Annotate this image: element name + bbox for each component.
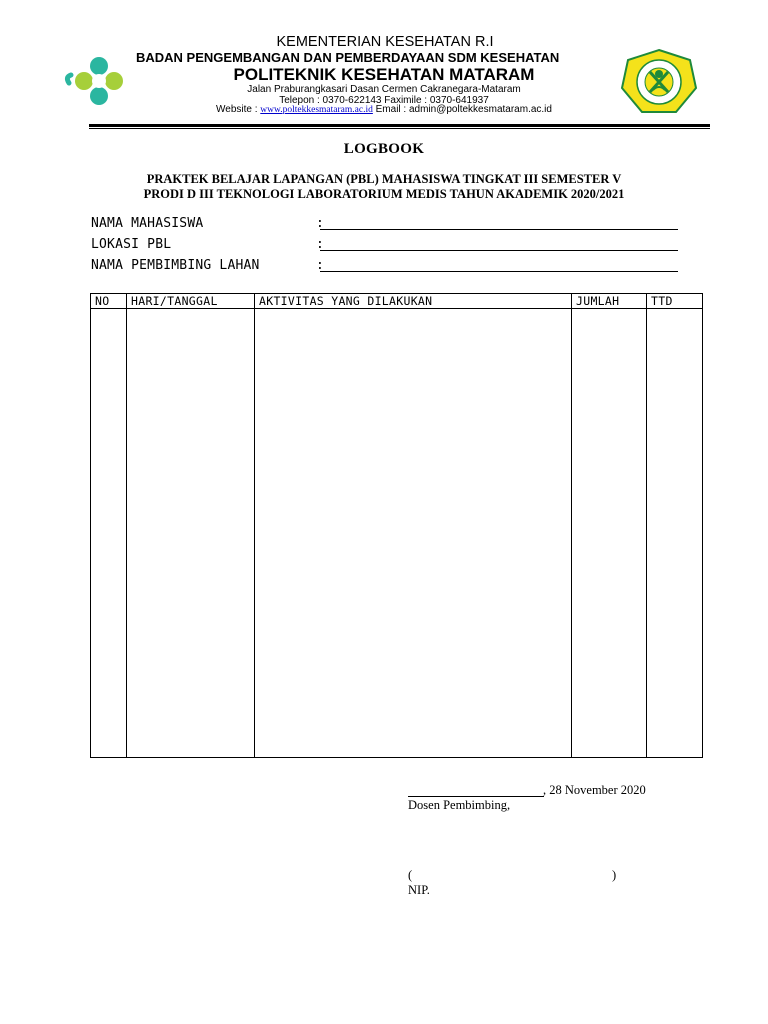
cell-activity[interactable] xyxy=(255,309,572,758)
website-label: Website : xyxy=(216,104,258,115)
column-header-signature: TTD xyxy=(647,294,703,309)
address-line: Jalan Praburangkasari Dasan Cermen Cakranegara-Mataram xyxy=(247,84,521,95)
header-rule-thick xyxy=(89,124,710,127)
cell-amount[interactable] xyxy=(572,309,647,758)
cell-signature[interactable] xyxy=(647,309,703,758)
table-header-row xyxy=(91,294,703,309)
field-label-field-supervisor: NAMA PEMBIMBING LAHAN xyxy=(91,258,260,273)
field-colon: : xyxy=(316,216,324,231)
column-header-amount: JUMLAH xyxy=(572,294,647,309)
signature-close-paren: ) xyxy=(612,868,617,882)
field-label-student-name: NAMA MAHASISWA xyxy=(91,216,204,231)
agency-name: BADAN PENGEMBANGAN DAN PEMBERDAYAAN SDM KESEHATAN xyxy=(136,50,560,65)
column-header-no: NO xyxy=(91,294,127,309)
place-blank[interactable] xyxy=(408,796,544,797)
field-colon: : xyxy=(316,258,324,273)
column-header-date: HARI/TANGGAL xyxy=(127,294,255,309)
phone-line: Telepon : 0370-622143 Faximile : 0370-641937 xyxy=(279,95,489,106)
header-rule-thin xyxy=(89,128,710,129)
ministry-name: KEMENTERIAN KESEHATAN R.I xyxy=(276,34,494,50)
cell-date[interactable] xyxy=(127,309,255,758)
student-name-blank[interactable] xyxy=(320,229,678,230)
school-name: POLITEKNIK KESEHATAN MATARAM xyxy=(233,65,535,84)
contact-line xyxy=(0,104,768,115)
signature-open-paren: ( xyxy=(408,868,413,882)
signature-nip: NIP. xyxy=(408,883,430,897)
email-text: Email : admin@poltekkesmataram.ac.id xyxy=(375,104,552,115)
subtitle-line-2: PRODI D III TEKNOLOGI LABORATORIUM MEDIS TAHUN AKADEMIK 2020/2021 xyxy=(143,187,625,201)
table-row xyxy=(91,309,703,758)
pbl-location-blank[interactable] xyxy=(320,250,678,251)
cell-no[interactable] xyxy=(91,309,127,758)
signature-role: Dosen Pembimbing, xyxy=(408,798,511,812)
logbook-table xyxy=(90,293,703,758)
field-label-pbl-location: LOKASI PBL xyxy=(91,237,172,252)
subtitle-line-1: PRAKTEK BELAJAR LAPANGAN (PBL) MAHASISWA TINGKAT III SEMESTER V xyxy=(146,172,622,186)
column-header-activity: AKTIVITAS YANG DILAKUKAN xyxy=(255,294,572,309)
field-supervisor-blank[interactable] xyxy=(320,271,678,272)
signature-date: , 28 November 2020 xyxy=(543,783,646,797)
document-title: LOGBOOK xyxy=(343,141,425,157)
website-link[interactable]: www.poltekkesmataram.ac.id xyxy=(260,105,373,115)
field-colon: : xyxy=(316,237,324,252)
